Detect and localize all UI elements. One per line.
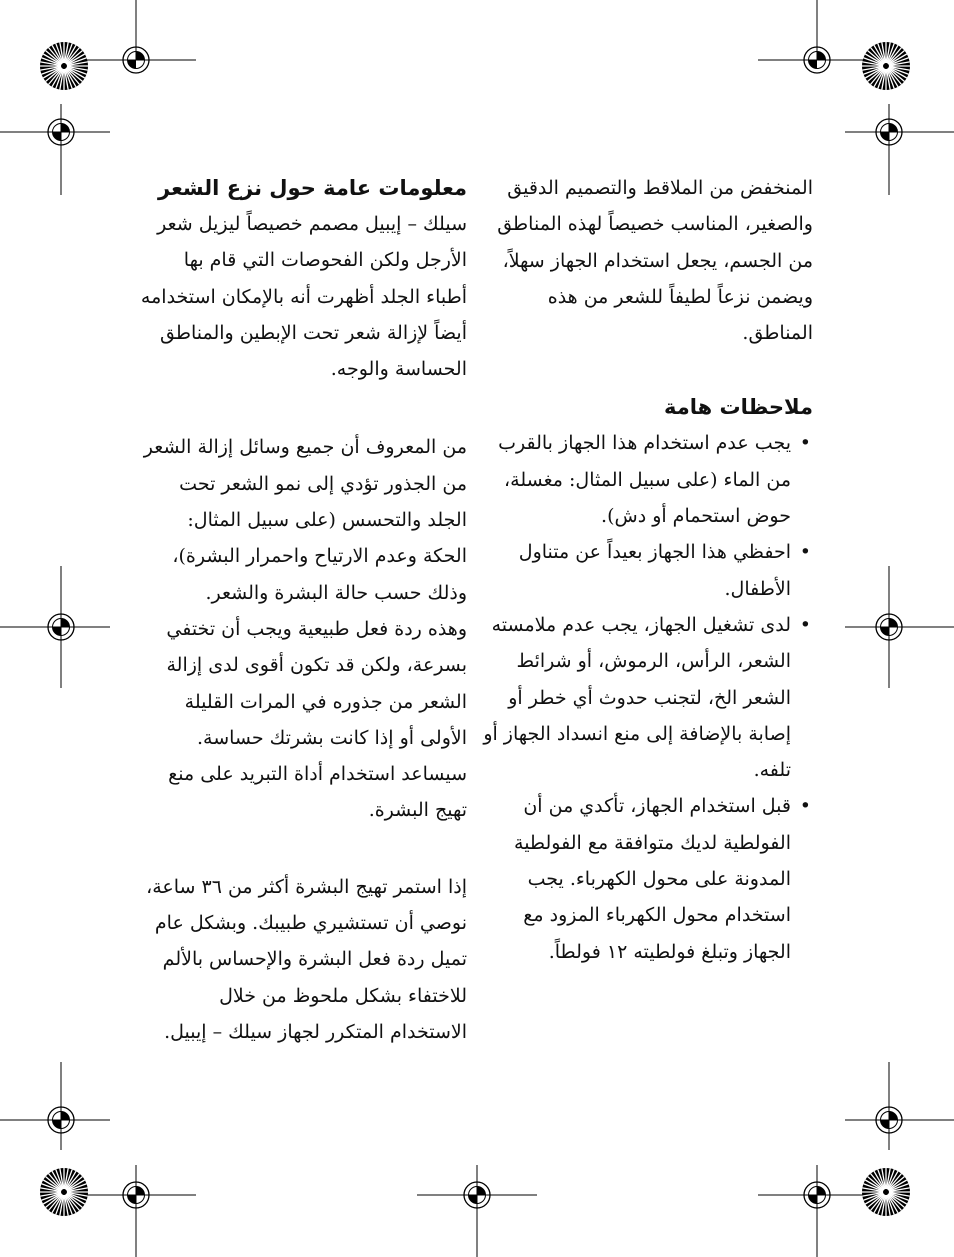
registration-crosshair-icon bbox=[876, 119, 902, 145]
section-heading: معلومات عامة حول نزع الشعر bbox=[158, 176, 467, 200]
right-column bbox=[478, 170, 813, 970]
registration-crosshair-icon bbox=[123, 1182, 149, 1208]
registration-crosshair-icon bbox=[48, 119, 74, 145]
notes-list bbox=[478, 425, 813, 969]
left-column bbox=[140, 170, 467, 1050]
paragraph-ingrown-hair: من المعروف أن جميع وسائل إزالة الشعر من الجذور تؤدي إلى نمو الشعر تحت الجلد والتحسس (على سبيل المثال: الحكة وعدم الارتياح واحمرار البشرة)، وذلك حسب حالة البشرة والشعر. bbox=[143, 436, 467, 604]
registration-crosshair-icon bbox=[123, 47, 149, 73]
paragraph-irritation-advice: إذا استمر تهيج البشرة أكثر من ٣٦ ساعة، نوصي أن تستشيري طبيبك. وبشكل عام تميل ردة فعل البشرة والإحساس بالألم للاختفاء بشكل ملحوظ من خلال الاستخدام المتكرر لجهاز سيلك – إيبيل. bbox=[146, 875, 467, 1043]
registration-crosshair-icon bbox=[804, 47, 830, 73]
registration-crosshair-icon bbox=[48, 614, 74, 640]
paragraph-general-info: سيلك – إيبيل مصمم خصيصاً ليزيل شعر الأرجل ولكن الفحوصات التي قام بها أطباء الجلد أظهرت أنه بالإمكان استخدامه أيضاً لإزالة شعر تحت الإبطين والمناطق الحساسة والوجه. bbox=[140, 213, 467, 381]
starburst-target-icon bbox=[40, 42, 88, 90]
registration-crosshair-icon bbox=[876, 614, 902, 640]
paragraph-natural-reaction: وهذه ردة فعل طبيعية ويجب أن تختفي بسرعة، ولكن قد تكون أقوى لدى إزالة الشعر من جذوره في المرات القليلة الأولى أو إذا كانت بشرتك حساسة. سيساعد استخدام أداة التبريد على منع تهيج البشرة. bbox=[166, 617, 467, 822]
starburst-target-icon bbox=[40, 1168, 88, 1216]
registration-crosshair-icon bbox=[876, 1107, 902, 1133]
note-item: • احفظي هذا الجهاز بعيداً عن متناول الأطفال. bbox=[478, 534, 813, 607]
registration-crosshair-icon bbox=[804, 1182, 830, 1208]
intro-paragraph: المنخفض من الملاقط والتصميم الدقيق والصغير، المناسب خصيصاً لهذه المناطق من الجسم، يجعل استخدام الجهاز سهلاً، ويضمن نزعاً لطيفاً للشعر من هذه المناطق. bbox=[497, 177, 813, 345]
notes-heading: ملاحظات هامة bbox=[663, 395, 813, 420]
starburst-target-icon bbox=[862, 1168, 910, 1216]
note-item: • يجب عدم استخدام هذا الجهاز بالقرب من الماء (على سبيل المثال: مغسلة، حوض استحمام أو دش). bbox=[478, 425, 813, 534]
registration-crosshair-icon bbox=[464, 1182, 490, 1208]
note-item: • لدى تشغيل الجهاز، يجب عدم ملامسته الشعر، الرأس، الرموش، أو شرائط الشعر الخ، لتجنب حدوث أي خطر أو إصابة بالإضافة إلى منع انسداد الجهاز أو تلفه. bbox=[478, 607, 813, 788]
starburst-target-icon bbox=[862, 42, 910, 90]
registration-crosshair-icon bbox=[48, 1107, 74, 1133]
note-item: • قبل استخدام الجهاز، تأكدي من أن الفولطية لديك متوافقة مع الفولطية المدونة على محول الكهرباء. يجب استخدام محول الكهرباء المزود مع الجهاز وتبلغ فولطيته ١٢ فولطاً. bbox=[478, 788, 813, 969]
